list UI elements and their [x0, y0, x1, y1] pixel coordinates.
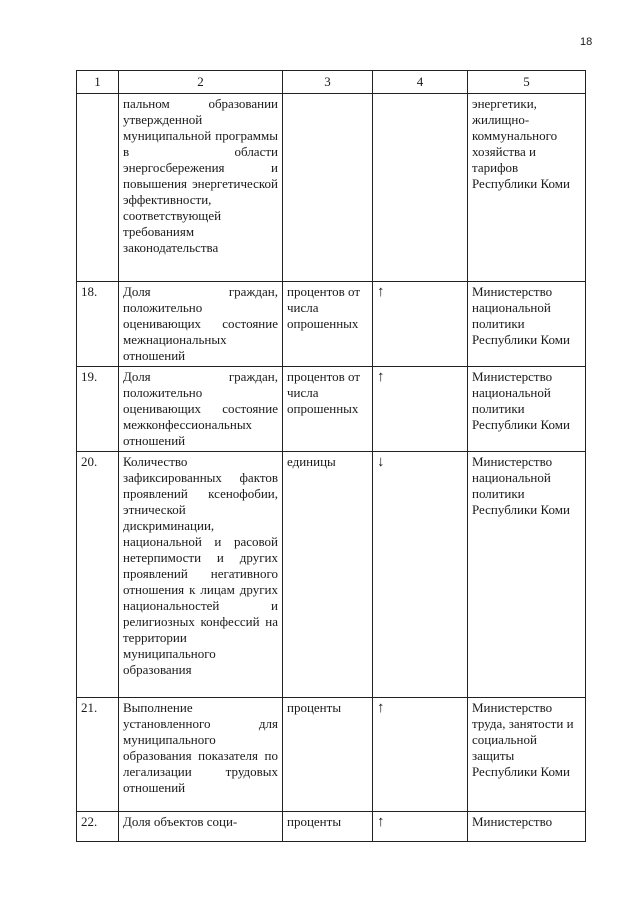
unit-cell: проценты — [283, 812, 373, 842]
indicator-cell: Доля граждан, положительно оценивающих состояние межконфессиональных отношений — [119, 367, 283, 452]
table-row — [77, 367, 586, 452]
row-number: 20. — [77, 452, 119, 698]
responsible-cell: Министерство национальной политики Республики Коми — [468, 367, 586, 452]
row-number: 19. — [77, 367, 119, 452]
trend-cell: ↑ — [373, 812, 468, 842]
header-col-3: 3 — [283, 71, 373, 94]
responsible-cell: энергетики, жилищно-коммунального хозяйства и тарифов Республики Коми — [468, 94, 586, 282]
table-row — [77, 94, 586, 282]
trend-cell: ↑ — [373, 367, 468, 452]
indicators-table — [76, 70, 586, 842]
table-row — [77, 282, 586, 367]
row-number — [77, 94, 119, 282]
table-row — [77, 698, 586, 812]
row-number: 21. — [77, 698, 119, 812]
indicator-cell: пальном образовании утвержденной муниципальной программы в области энергосбережения и повышения энергетической эффективности, соответствующей требованиям законодательства — [119, 94, 283, 282]
row-number: 22. — [77, 812, 119, 842]
header-col-1: 1 — [77, 71, 119, 94]
responsible-cell: Министерство — [468, 812, 586, 842]
trend-cell — [373, 94, 468, 282]
header-col-2: 2 — [119, 71, 283, 94]
row-number: 18. — [77, 282, 119, 367]
responsible-cell: Министерство труда, занятости и социальной защиты Республики Коми — [468, 698, 586, 812]
unit-cell: проценты — [283, 698, 373, 812]
responsible-cell: Министерство национальной политики Республики Коми — [468, 282, 586, 367]
trend-cell: ↑ — [373, 698, 468, 812]
responsible-cell: Министерство национальной политики Республики Коми — [468, 452, 586, 698]
table-header-row — [77, 71, 586, 94]
page-number: 18 — [580, 36, 593, 48]
header-col-4: 4 — [373, 71, 468, 94]
unit-cell: единицы — [283, 452, 373, 698]
header-col-5: 5 — [468, 71, 586, 94]
trend-cell: ↑ — [373, 282, 468, 367]
unit-cell: процентов от числа опрошенных — [283, 282, 373, 367]
trend-cell: ↓ — [373, 452, 468, 698]
table-row — [77, 812, 586, 842]
indicator-cell: Доля объектов соци- — [119, 812, 283, 842]
table-row — [77, 452, 586, 698]
indicator-cell: Доля граждан, положительно оценивающих состояние межнациональных отношений — [119, 282, 283, 367]
unit-cell — [283, 94, 373, 282]
indicator-cell: Выполнение установленного для муниципального образования показателя по легализации трудовых отношений — [119, 698, 283, 812]
unit-cell: процентов от числа опрошенных — [283, 367, 373, 452]
indicator-cell: Количество зафиксированных фактов проявлений ксенофобии, этнической дискриминации, национальной и расовой нетерпимости и других проявлений негативного отношения к лицам других национальностей и религиозных конфессий на территории муниципального образования — [119, 452, 283, 698]
